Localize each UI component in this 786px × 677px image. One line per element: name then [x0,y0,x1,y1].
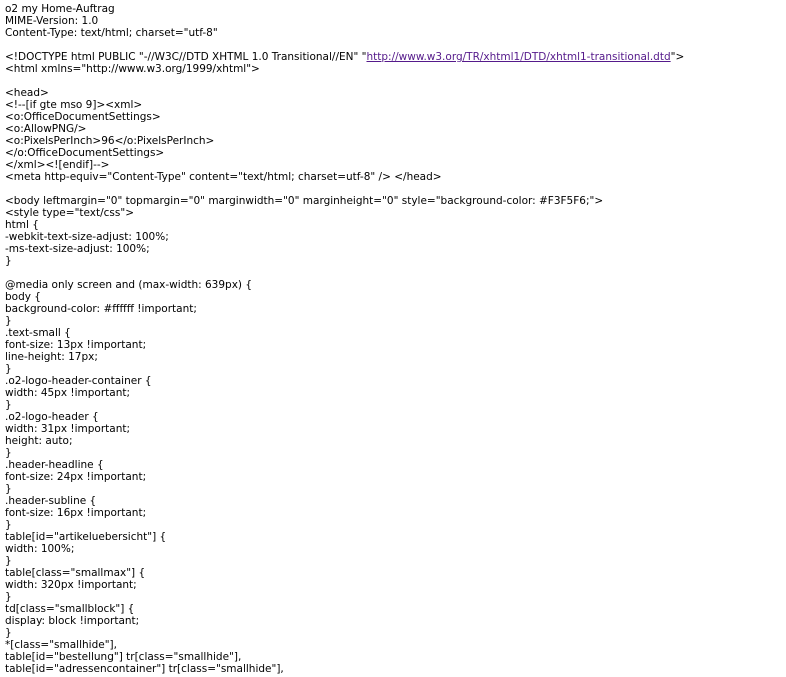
source-line: line-height: 17px; [5,351,98,363]
source-line: .header-headline { [5,459,104,471]
doctype-line [5,51,775,63]
source-line: height: auto; [5,435,73,447]
source-line: } [5,483,12,495]
source-line: } [5,627,12,639]
source-line: width: 45px !important; [5,387,131,399]
source-line: </o:OfficeDocumentSettings> [5,147,165,159]
source-line: Content-Type: text/html; charset="utf-8" [5,27,218,39]
source-line: @media only screen and (max-width: 639px) { [5,279,253,291]
source-line: table[id="artikeluebersicht"] { [5,531,167,543]
source-line: <html xmlns="http://www.w3.org/1999/xhtml"> [5,63,260,75]
source-line: html { [5,219,39,231]
source-line: MIME-Version: 1.0 [5,15,99,27]
source-line: font-size: 24px !important; [5,471,147,483]
doctype-dtd-link[interactable]: http://www.w3.org/TR/xhtml1/DTD/xhtml1-transitional.dtd [366,51,671,63]
blank-line [5,75,775,87]
source-line: background-color: #ffffff !important; [5,303,197,315]
source-line: } [5,315,12,327]
source-line: } [5,447,12,459]
source-line: } [5,591,12,603]
blank-line [5,39,775,51]
blank-line [5,267,775,279]
source-line: o2 my Home-Auftrag [5,3,115,15]
source-line: <o:AllowPNG/> [5,123,87,135]
source-line: </xml><![endif]--> [5,159,110,171]
source-line: .text-small { [5,327,71,339]
source-line: body { [5,291,41,303]
source-line: <meta http-equiv="Content-Type" content="text/html; charset=utf-8" /> </head> [5,171,442,183]
source-line: font-size: 13px !important; [5,339,147,351]
source-line: <o:PixelsPerInch>96</o:PixelsPerInch> [5,135,215,147]
source-line: *[class="smallhide"], [5,639,117,651]
source-line: font-size: 16px !important; [5,507,147,519]
source-body [5,63,775,675]
source-line: } [5,363,12,375]
source-line: .o2-logo-header-container { [5,375,152,387]
source-line: } [5,519,12,531]
doctype-suffix: "> [670,51,685,63]
source-line: table[class="smallmax"] { [5,567,146,579]
source-line: <o:OfficeDocumentSettings> [5,111,161,123]
source-line: .o2-logo-header { [5,411,99,423]
blank-line [5,183,775,195]
source-line: <!--[if gte mso 9]><xml> [5,99,143,111]
source-line: table[id="bestellung"] tr[class="smallhide"], [5,651,242,663]
source-line: width: 100%; [5,543,75,555]
doctype-prefix: <!DOCTYPE html PUBLIC "-//W3C//DTD XHTML 1.0 Transitional//EN" " [5,51,367,63]
source-line: .header-subline { [5,495,97,507]
source-line: width: 31px !important; [5,423,131,435]
raw-source-text [5,3,775,675]
source-line: -webkit-text-size-adjust: 100%; [5,231,169,243]
source-line: } [5,255,12,267]
source-line: td[class="smallblock"] { [5,603,135,615]
source-line: display: block !important; [5,615,140,627]
source-line: <body leftmargin="0" topmargin="0" marginwidth="0" marginheight="0" style="background-color: #F3F5F6;"> [5,195,604,207]
source-line: } [5,399,12,411]
source-line: } [5,555,12,567]
source-line: width: 320px !important; [5,579,137,591]
source-line: <style type="text/css"> [5,207,134,219]
source-line: <head> [5,87,49,99]
source-line: -ms-text-size-adjust: 100%; [5,243,150,255]
source-line: table[id="adressencontainer"] tr[class="smallhide"], [5,663,284,675]
